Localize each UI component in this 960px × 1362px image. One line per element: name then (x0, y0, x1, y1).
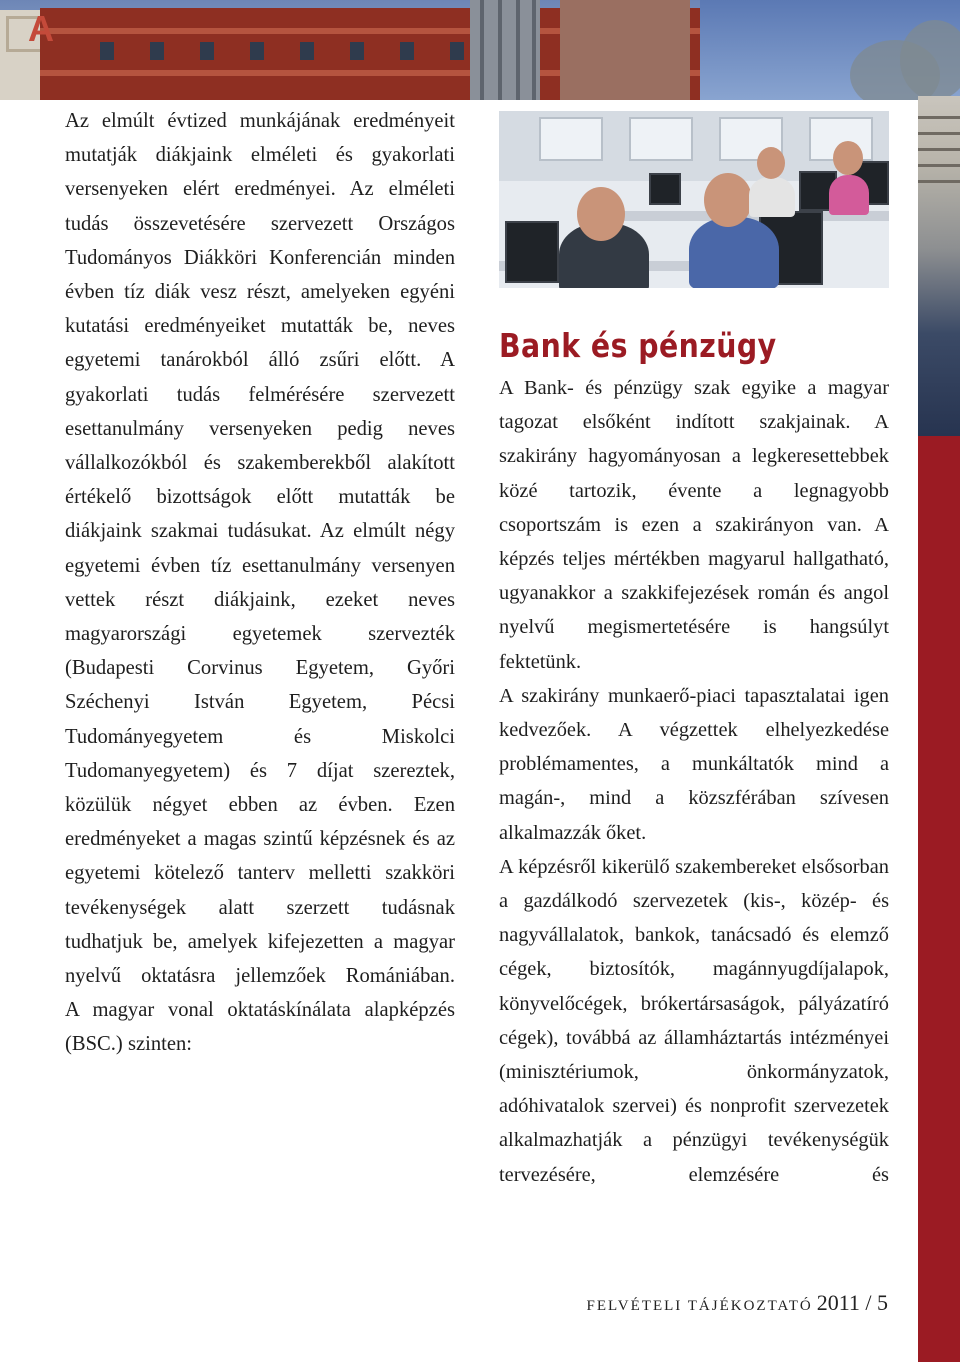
body-paragraph: Az elmúlt évtized munkájának eredményeit mutatják diákjaink elméleti és gyakorlati versenyeken elért eredményei. Az elméleti tudás összevetésére szervezett Országos Tudományos Diákköri Konferencián minden évben tíz diák vesz részt, amelyeken egyéni kutatási eredményeiket mutatták be, neves egyetemi tanárokból álló zsűri előtt. A gyakorlati tudás felmérésére szervezett esettanulmány versenyeken pedig neves vállalkozókból és szakemberekből alakított értékelő bizottságok előtt mutatták be diákjaink szakmai tudásukat. Az elmúlt négy egyetemi évben tíz esettanulmány versenyen vettek részt diákjaink, ezeket neves magyarországi egyetemek szervezték (Budapesti Corvinus Egyetem, Győri Széchenyi István Egyetem, Pécsi Tudományegyetem és Miskolci Tudomanyegyetem) és 7 díjat szereztek, közülük négyet ebben az évben. Ezen eredményeket a magas szintű képzésnek és az egyetemi kötelező tanterv melletti szakköri tevékenységek alatt szerzett tudásnak tudhatjuk be, amelyek kifejezetten a magyar nyelvű oktatásra jellemzőek Romániában. (65, 110, 455, 988)
side-building-strip (918, 96, 960, 436)
classroom-photo (499, 111, 889, 288)
page-footer (560, 1290, 888, 1316)
page-number: 2011 / 5 (816, 1290, 888, 1315)
banner-tower (470, 0, 540, 100)
building-banner-photo (0, 0, 960, 100)
banner-facade (560, 0, 690, 100)
body-paragraph: A Bank- és pénzügy szak egyike a magyar tagozat elsőként indított szakjainak. A szakirány hagyományosan a legkeresettebbek közé tartozik, évente a legnagyobb csoportszám is ezen a szakirányon van. A képzés teljes mértékben magyarul hallgatható, ugyanakkor a szakkifejezések román és angol nyelvű megismertetésére is hangsúlyt fektetünk. (499, 377, 889, 673)
body-paragraph: A magyar vonal oktatáskínálata alapképzés (BSC.) szinten: (65, 999, 455, 1056)
body-paragraph: A képzésről kikerülő szakembereket elsősorban a gazdálkodó szervezetek (kis-, közép- és nagyvállalatok, bankok, tanácsadó és elemző cégek, biztosítók, magánnyugdíjalapok, könyvelőcégek, brókertársaságok, pályázatíró cégek), továbbá az államháztartás intézményei (minisztériumok, önkormányzatok, adóhivatalok szervei) és nonprofit szervezetek alkalmazhatják a pénzügyi tevékenységük tervezésére, elemzésére és (499, 855, 889, 1186)
body-paragraph: A szakirány munkaerő-piaci tapasztalatai igen kedvezőek. A végzettek elhelyezkedése problémamentes, a munkáltatók mind a magán-, mind a közszférában szívesen alkalmazzák őket. (499, 684, 889, 844)
red-side-band (918, 436, 960, 1362)
left-text-column (65, 104, 455, 1062)
right-text-column (499, 371, 889, 1192)
section-heading: Bank és pénzügy (499, 326, 777, 365)
banner-letter-a: A (28, 8, 54, 49)
banner-sky (700, 0, 960, 100)
footer-label: FELVÉTELI TÁJÉKOZTATÓ (586, 1298, 813, 1314)
